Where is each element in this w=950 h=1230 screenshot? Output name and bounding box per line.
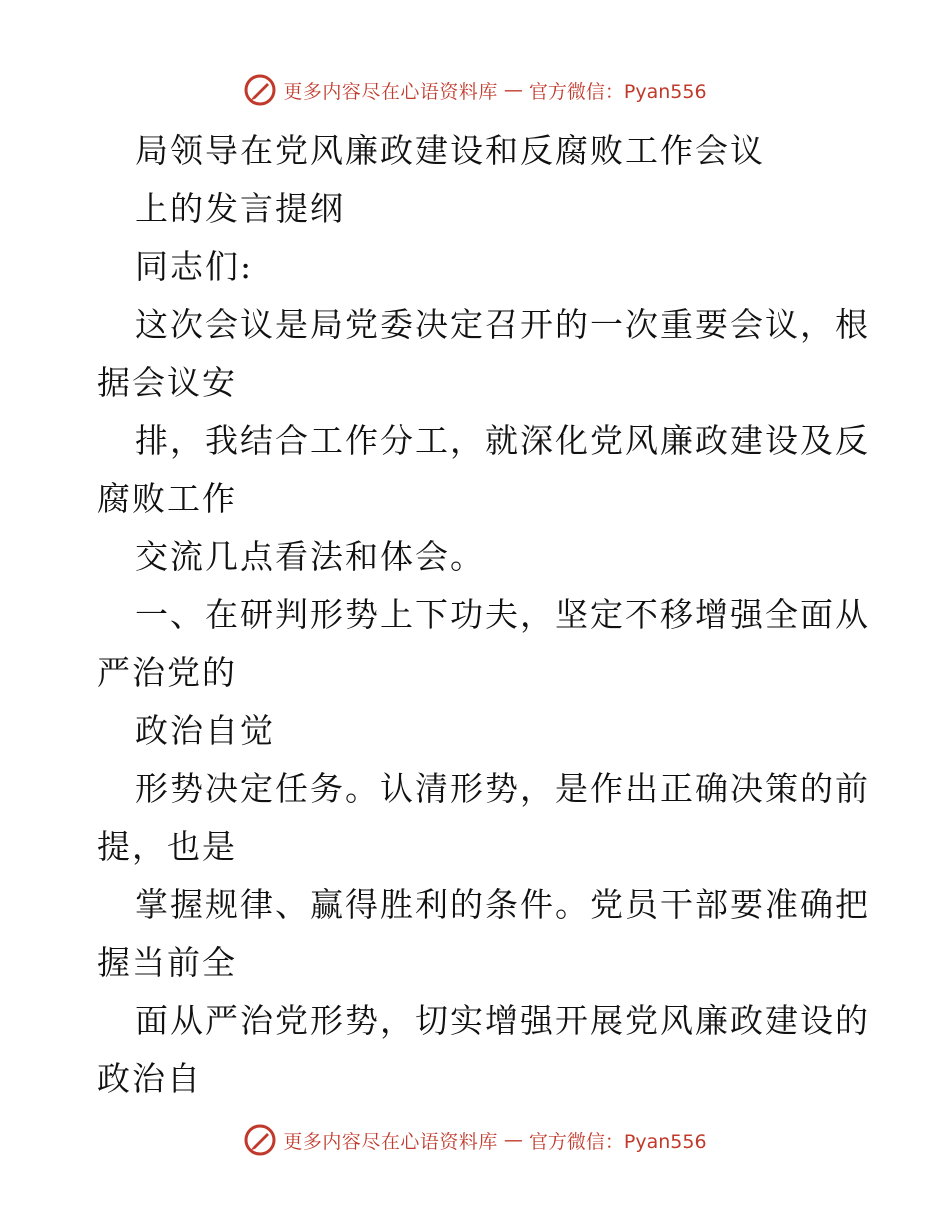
- watermark-separator: —: [503, 79, 523, 101]
- watermark-separator: —: [503, 1129, 523, 1151]
- doc-line: 政治自: [97, 1059, 202, 1098]
- doc-line: 局领导在党风廉政建设和反腐败工作会议: [135, 131, 765, 170]
- doc-line: 政治自觉: [135, 711, 275, 750]
- pen-logo-icon: [243, 73, 277, 107]
- watermark-text: 更多内容尽在心语资料库: [283, 1130, 498, 1153]
- doc-line: 据会议安: [97, 363, 237, 402]
- doc-line: 一、在研判形势上下功夫，坚定不移增强全面从: [135, 595, 870, 634]
- doc-line: 握当前全: [97, 943, 237, 982]
- doc-line: 腐败工作: [97, 479, 237, 518]
- watermark-contact: 官方微信：Pyan556: [528, 1130, 707, 1153]
- watermark-text: 更多内容尽在心语资料库: [283, 80, 498, 103]
- doc-line: 同志们:: [135, 247, 254, 286]
- watermark-contact: 官方微信：Pyan556: [528, 80, 707, 103]
- doc-line: 掌握规律、赢得胜利的条件。党员干部要准确把: [135, 885, 870, 924]
- doc-line: 交流几点看法和体会。: [135, 537, 485, 576]
- doc-line: 形势决定任务。认清形势，是作出正确决策的前: [135, 769, 870, 808]
- doc-line: 提，也是: [97, 827, 237, 866]
- pen-logo-icon: [243, 1123, 277, 1157]
- header-watermark: [0, 70, 950, 110]
- doc-line: 这次会议是局党委决定召开的一次重要会议，根: [135, 305, 870, 344]
- document-body: [97, 122, 870, 1108]
- footer-watermark: [0, 1120, 950, 1160]
- doc-line: 排，我结合工作分工，就深化党风廉政建设及反: [135, 421, 870, 460]
- doc-line: 面从严治党形势，切实增强开展党风廉政建设的: [135, 1001, 870, 1040]
- doc-line: 严治党的: [97, 653, 237, 692]
- doc-line: 上的发言提纲: [135, 189, 345, 228]
